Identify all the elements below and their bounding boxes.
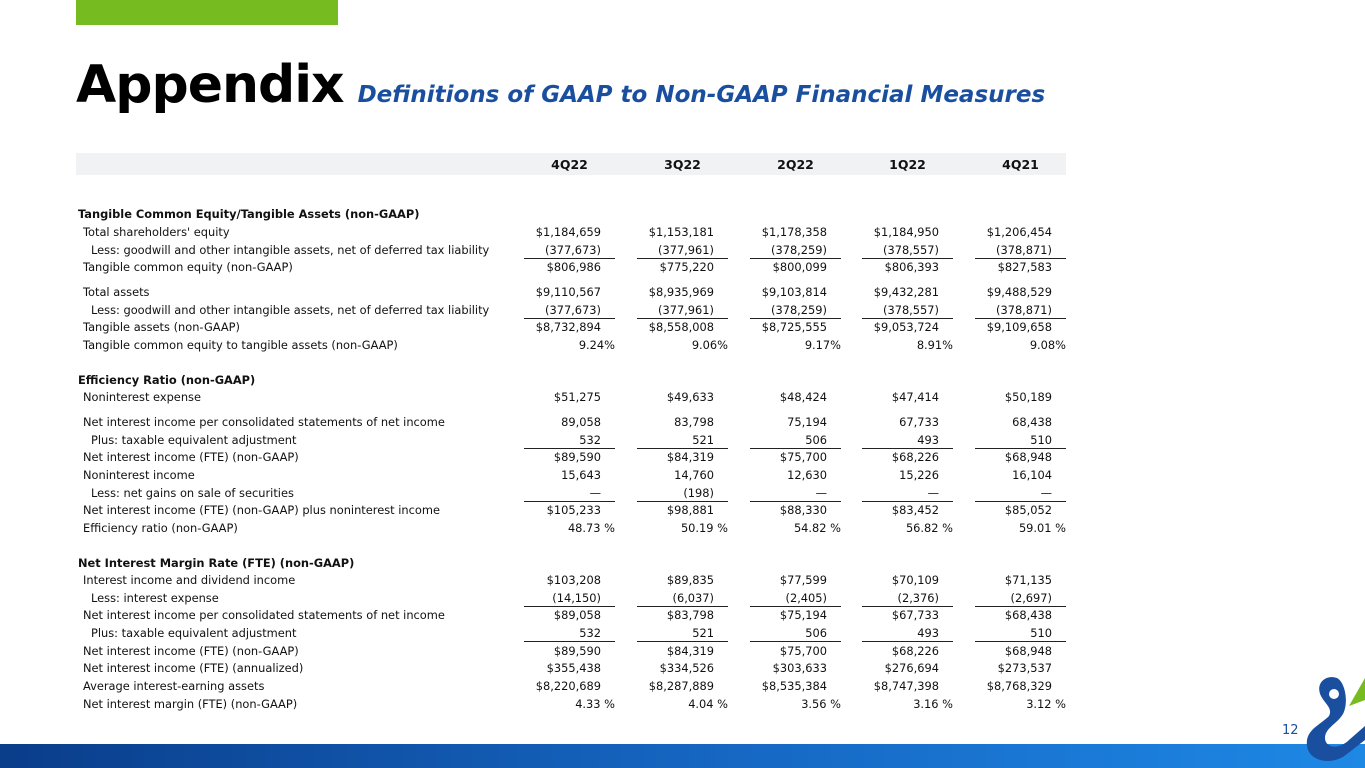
table-cell: 9.24% — [578, 338, 615, 352]
table-cell: 8.91% — [916, 338, 953, 352]
table-cell: 532 — [524, 625, 615, 642]
table-cell: 506 — [750, 625, 841, 642]
table-row — [76, 520, 1066, 537]
table-row — [76, 590, 1066, 607]
table-cell: 4.04 % — [688, 697, 728, 711]
table-cell: 83,798 — [674, 415, 714, 429]
table-cell: (2,697) — [975, 590, 1066, 607]
table-cell: 493 — [862, 625, 953, 642]
row-label: Net interest income (FTE) (non-GAAP) — [83, 644, 299, 658]
row-label: Net interest income per consolidated statements of net income — [83, 608, 445, 622]
table-cell: $334,526 — [659, 661, 714, 675]
table-cell: $9,109,658 — [986, 320, 1052, 334]
table-cell: $83,452 — [891, 503, 939, 517]
table-cell: (2,376) — [862, 590, 953, 607]
table-cell: $89,590 — [553, 450, 601, 464]
table-row — [76, 625, 1066, 642]
table-row — [76, 449, 1066, 466]
section-heading — [76, 555, 1066, 572]
column-header: 4Q22 — [551, 157, 588, 172]
table-cell: 48.73 % — [567, 521, 615, 535]
table-cell: 510 — [975, 625, 1066, 642]
table-cell: 15,226 — [899, 468, 939, 482]
table-cell: 506 — [750, 432, 841, 449]
table-cell: $48,424 — [779, 390, 827, 404]
table-cell: $1,184,950 — [873, 225, 939, 239]
table-cell: $50,189 — [1004, 390, 1052, 404]
row-label: Plus: taxable equivalent adjustment — [91, 626, 297, 640]
table-row — [76, 319, 1066, 336]
row-label: Tangible assets (non-GAAP) — [83, 320, 240, 334]
title-row — [76, 55, 1045, 115]
table-cell: $775,220 — [659, 260, 714, 274]
table-cell: $8,732,894 — [535, 320, 601, 334]
table-row — [76, 660, 1066, 677]
table-cell: $8,287,889 — [648, 679, 714, 693]
table-cell: — — [862, 485, 953, 502]
table-cell: $806,986 — [546, 260, 601, 274]
table-row — [76, 389, 1066, 406]
table-cell: $75,700 — [779, 450, 827, 464]
table-cell: (377,961) — [637, 242, 728, 259]
table-cell: $1,178,358 — [761, 225, 827, 239]
row-label: Tangible Common Equity/Tangible Assets (non-GAAP) — [78, 207, 420, 221]
table-cell: $800,099 — [772, 260, 827, 274]
table-cell: (378,871) — [975, 302, 1066, 319]
table-row — [76, 432, 1066, 449]
table-cell: $84,319 — [666, 450, 714, 464]
table-cell: $8,725,555 — [761, 320, 827, 334]
table-cell: $75,194 — [779, 608, 827, 622]
section-heading — [76, 206, 1066, 223]
page-subtitle: Definitions of GAAP to Non-GAAP Financial Measures — [357, 82, 1046, 108]
table-cell: $84,319 — [666, 644, 714, 658]
row-label: Less: net gains on sale of securities — [91, 486, 294, 500]
row-label: Less: goodwill and other intangible assets, net of deferred tax liability — [91, 243, 490, 257]
table-cell: $273,537 — [997, 661, 1052, 675]
accent-bar — [76, 0, 338, 25]
table-cell: $89,835 — [666, 573, 714, 587]
column-header: 1Q22 — [889, 157, 926, 172]
row-label: Net interest income per consolidated statements of net income — [83, 415, 445, 429]
table-row — [76, 259, 1066, 276]
table-cell: 54.82 % — [793, 521, 841, 535]
table-cell: $98,881 — [666, 503, 714, 517]
row-label: Efficiency ratio (non-GAAP) — [83, 521, 238, 535]
table-row — [76, 485, 1066, 502]
row-label: Efficiency Ratio (non-GAAP) — [78, 373, 256, 387]
table-cell: 68,438 — [1012, 415, 1052, 429]
row-label: Net interest margin (FTE) (non-GAAP) — [83, 697, 298, 711]
table-cell: (14,150) — [524, 590, 615, 607]
table-cell: 14,760 — [674, 468, 714, 482]
column-header: 2Q22 — [777, 157, 814, 172]
table-cell: $9,432,281 — [873, 285, 939, 299]
table-cell: $68,438 — [1004, 608, 1052, 622]
column-header: 3Q22 — [664, 157, 701, 172]
table-cell: (378,557) — [862, 242, 953, 259]
table-cell: $71,135 — [1004, 573, 1052, 587]
table-row — [76, 467, 1066, 484]
table-row — [76, 696, 1066, 713]
table-cell: (377,961) — [637, 302, 728, 319]
table-cell: $68,948 — [1004, 450, 1052, 464]
ampersand-logo-icon — [1285, 670, 1365, 768]
table-cell: 9.17% — [804, 338, 841, 352]
table-cell: (378,259) — [750, 302, 841, 319]
table-cell: $827,583 — [997, 260, 1052, 274]
table-cell: $9,053,724 — [873, 320, 939, 334]
table-cell: $8,747,398 — [873, 679, 939, 693]
table-cell: $67,733 — [891, 608, 939, 622]
table-row — [76, 643, 1066, 660]
table-cell: $85,052 — [1004, 503, 1052, 517]
table-cell: (198) — [637, 485, 728, 502]
table-cell: $303,633 — [772, 661, 827, 675]
table-cell: $70,109 — [891, 573, 939, 587]
table-cell: (378,557) — [862, 302, 953, 319]
table-cell: $103,208 — [546, 573, 601, 587]
table-cell: (378,259) — [750, 242, 841, 259]
table-row — [76, 607, 1066, 624]
table-cell: 9.08% — [1029, 338, 1066, 352]
table-cell: $9,110,567 — [535, 285, 601, 299]
table-row — [76, 572, 1066, 589]
table-row — [76, 502, 1066, 519]
table-cell: 75,194 — [787, 415, 827, 429]
table-cell: $8,935,969 — [648, 285, 714, 299]
row-label: Interest income and dividend income — [83, 573, 296, 587]
table-cell: (377,673) — [524, 242, 615, 259]
table-cell: 12,630 — [787, 468, 827, 482]
row-label: Noninterest expense — [83, 390, 201, 404]
table-cell: $89,058 — [553, 608, 601, 622]
table-row — [76, 678, 1066, 695]
table-cell: $75,700 — [779, 644, 827, 658]
row-label: Average interest-earning assets — [83, 679, 265, 693]
row-label: Tangible common equity to tangible assets (non-GAAP) — [83, 338, 398, 352]
table-row — [76, 284, 1066, 301]
table-cell: 9.06% — [691, 338, 728, 352]
table-cell: $77,599 — [779, 573, 827, 587]
table-cell: 521 — [637, 432, 728, 449]
table-cell: $51,275 — [553, 390, 601, 404]
table-cell: 50.19 % — [680, 521, 728, 535]
row-label: Net interest income (FTE) (non-GAAP) — [83, 450, 299, 464]
table-cell: $1,206,454 — [986, 225, 1052, 239]
table-header — [76, 153, 1066, 175]
table-cell: 59.01 % — [1018, 521, 1066, 535]
row-label: Total assets — [83, 285, 150, 299]
table-cell: 3.12 % — [1026, 697, 1066, 711]
page-title: Appendix — [76, 55, 344, 115]
table-cell: 15,643 — [561, 468, 601, 482]
table-cell: 510 — [975, 432, 1066, 449]
table-cell: (377,673) — [524, 302, 615, 319]
row-label: Net interest income (FTE) (non-GAAP) plus noninterest income — [83, 503, 440, 517]
table-cell: $83,798 — [666, 608, 714, 622]
row-label: Less: goodwill and other intangible assets, net of deferred tax liability — [91, 303, 490, 317]
table-cell: $8,535,384 — [761, 679, 827, 693]
row-label: Net interest income (FTE) (annualized) — [83, 661, 304, 675]
table-cell: $68,226 — [891, 644, 939, 658]
table-cell: $89,590 — [553, 644, 601, 658]
table-row — [76, 242, 1066, 259]
table-cell: $1,184,659 — [535, 225, 601, 239]
table-cell: $8,768,329 — [986, 679, 1052, 693]
table-cell: (378,871) — [975, 242, 1066, 259]
table-cell: 16,104 — [1012, 468, 1052, 482]
table-cell: 521 — [637, 625, 728, 642]
table-cell: $68,226 — [891, 450, 939, 464]
row-label: Plus: taxable equivalent adjustment — [91, 433, 297, 447]
table-cell: $9,488,529 — [986, 285, 1052, 299]
table-cell: $105,233 — [546, 503, 601, 517]
table-cell: — — [975, 485, 1066, 502]
row-label: Total shareholders' equity — [83, 225, 230, 239]
row-label: Tangible common equity (non-GAAP) — [83, 260, 293, 274]
section-heading — [76, 372, 1066, 389]
table-row — [76, 414, 1066, 431]
table-cell: $9,103,814 — [761, 285, 827, 299]
table-cell: 3.16 % — [913, 697, 953, 711]
table-cell: $276,694 — [884, 661, 939, 675]
row-label: Net Interest Margin Rate (FTE) (non-GAAP) — [78, 556, 355, 570]
table-cell: $1,153,181 — [648, 225, 714, 239]
table-cell: 532 — [524, 432, 615, 449]
financial-table — [76, 153, 1066, 711]
table-cell: 89,058 — [561, 415, 601, 429]
table-cell: $47,414 — [891, 390, 939, 404]
table-cell: $8,220,689 — [535, 679, 601, 693]
table-cell: $68,948 — [1004, 644, 1052, 658]
table-cell: (6,037) — [637, 590, 728, 607]
table-row — [76, 224, 1066, 241]
table-cell: $806,393 — [884, 260, 939, 274]
table-cell: (2,405) — [750, 590, 841, 607]
table-cell: 3.56 % — [801, 697, 841, 711]
page-number: 12 — [1282, 723, 1299, 738]
table-cell: $88,330 — [779, 503, 827, 517]
table-cell: 67,733 — [899, 415, 939, 429]
row-label: Less: interest expense — [91, 591, 219, 605]
table-cell: $355,438 — [546, 661, 601, 675]
table-row — [76, 302, 1066, 319]
table-cell: — — [524, 485, 615, 502]
footer-band — [0, 744, 1365, 768]
table-cell: 493 — [862, 432, 953, 449]
table-row — [76, 337, 1066, 354]
table-cell: — — [750, 485, 841, 502]
table-cell: 4.33 % — [575, 697, 615, 711]
table-cell: $49,633 — [666, 390, 714, 404]
column-header: 4Q21 — [1002, 157, 1039, 172]
row-label: Noninterest income — [83, 468, 195, 482]
table-cell: $8,558,008 — [648, 320, 714, 334]
table-cell: 56.82 % — [905, 521, 953, 535]
